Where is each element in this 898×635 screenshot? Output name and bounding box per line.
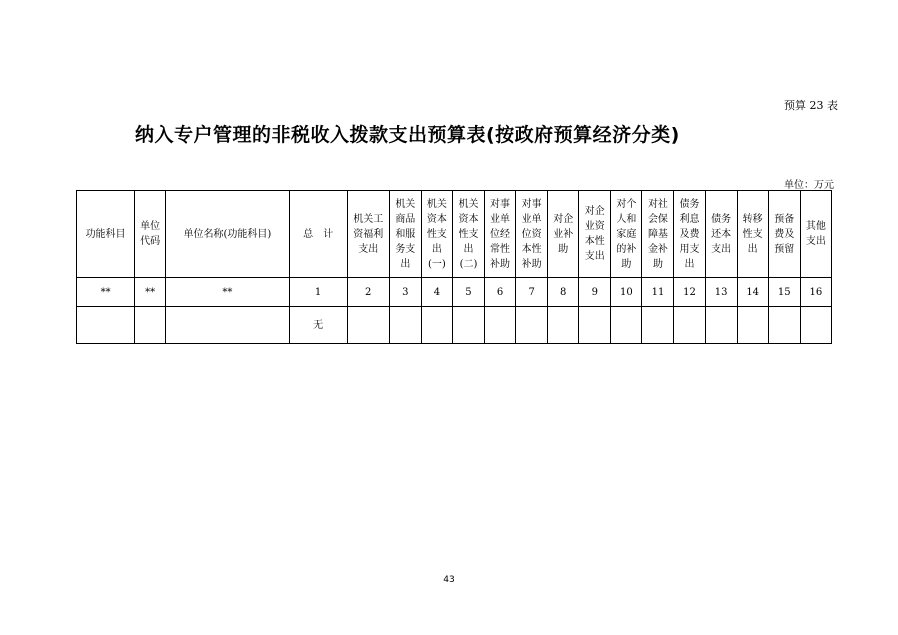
column-header (166, 191, 289, 278)
column-header-line: 用支 (679, 243, 700, 255)
data-cell (135, 307, 166, 344)
column-header-line: 对事 (490, 198, 511, 210)
column-header (289, 191, 347, 278)
column-header-line: 性支 (458, 228, 479, 240)
column-header-line: 功能科目 (85, 228, 126, 240)
data-cell (611, 307, 642, 344)
unit-label: 单位：万元 (784, 180, 834, 191)
column-header-line: 常性 (490, 243, 511, 255)
data-cell (705, 307, 737, 344)
column-header-line: 还本 (711, 228, 732, 240)
column-header-line: 出 (684, 258, 695, 270)
table-code: 预算 23 表 (784, 99, 838, 112)
column-header-line: 对事 (521, 198, 542, 210)
index-cell: 4 (421, 278, 452, 307)
index-cell: 14 (737, 278, 768, 307)
column-header (768, 191, 800, 278)
column-header-line: 预留 (774, 243, 795, 255)
column-header-line: 助 (652, 258, 663, 270)
index-cell: 11 (642, 278, 674, 307)
data-cell (485, 307, 516, 344)
column-header (611, 191, 642, 278)
index-cell: 1 (289, 278, 347, 307)
index-cell: 3 (389, 278, 421, 307)
index-cell: 5 (452, 278, 484, 307)
index-cell: ** (135, 278, 166, 307)
column-header (642, 191, 674, 278)
column-header (135, 191, 166, 278)
index-cell: 16 (800, 278, 831, 307)
column-header (579, 191, 611, 278)
data-cell (768, 307, 800, 344)
column-header-line: 补助 (490, 258, 511, 270)
index-cell: 12 (674, 278, 705, 307)
column-header-line: 人和 (616, 213, 637, 225)
data-cell (579, 307, 611, 344)
column-header-line: 性支 (742, 228, 763, 240)
column-header-line: 障基 (647, 228, 668, 240)
column-header (485, 191, 516, 278)
column-header-line: 支出 (584, 251, 605, 262)
table-header-row (77, 191, 832, 278)
index-cell: 2 (347, 278, 389, 307)
column-header-line: 资福利 (353, 228, 384, 240)
data-cell (674, 307, 705, 344)
column-header-line: 业补 (553, 228, 574, 240)
column-header-line: 本性 (584, 236, 605, 247)
data-cell: 无 (289, 307, 347, 344)
data-cell (166, 307, 289, 344)
column-header-line: 出 (747, 243, 758, 255)
index-cell: ** (166, 278, 289, 307)
column-header-line: 总 计 (303, 228, 334, 240)
data-cell (77, 307, 135, 344)
column-header-line: 出 (431, 243, 442, 255)
data-cell (737, 307, 768, 344)
data-cell (800, 307, 831, 344)
column-header-line: 出 (463, 243, 474, 255)
column-header-line: 机关工 (353, 213, 384, 225)
column-header-line: 转移 (742, 213, 763, 225)
table-row (77, 307, 832, 344)
column-header-line: 资本 (426, 213, 447, 225)
column-header-line: 费及 (774, 228, 795, 240)
column-header-line: 和服 (395, 228, 416, 240)
column-header-line: 代码 (140, 236, 161, 247)
column-header (389, 191, 421, 278)
column-header-line: 债务 (711, 213, 732, 225)
column-header (705, 191, 737, 278)
data-cell (642, 307, 674, 344)
column-header-line: 支出 (358, 243, 379, 255)
index-cell: 7 (516, 278, 548, 307)
column-header (737, 191, 768, 278)
column-header-line: 及费 (679, 228, 700, 240)
index-cell: ** (77, 278, 135, 307)
data-cell (347, 307, 389, 344)
column-header-line: 支出 (805, 236, 826, 247)
column-header-line: 家庭 (616, 228, 637, 240)
column-header-line: 补助 (521, 258, 542, 270)
page-number: 43 (443, 575, 455, 585)
data-cell (452, 307, 484, 344)
column-header (800, 191, 831, 278)
index-cell: 6 (485, 278, 516, 307)
column-header-line: (一) (427, 258, 446, 270)
column-header (347, 191, 389, 278)
column-header-line: 助 (621, 258, 632, 270)
column-header-line: 助 (558, 243, 569, 255)
column-header-line: 资本 (458, 213, 479, 225)
column-header (516, 191, 548, 278)
column-header (548, 191, 579, 278)
column-header-line: 对社 (647, 198, 668, 210)
column-header-line: 金补 (647, 243, 668, 255)
column-header-line: 对企 (553, 213, 574, 225)
column-header-line: 单位名称(功能科目) (183, 228, 272, 240)
index-cell: 9 (579, 278, 611, 307)
data-cell (548, 307, 579, 344)
column-header-line: 机关 (426, 198, 447, 210)
column-header-line: 债务 (679, 198, 700, 210)
column-header (674, 191, 705, 278)
index-cell: 15 (768, 278, 800, 307)
column-header-line: 对企 (584, 206, 605, 217)
column-header-line: 机关 (395, 198, 416, 210)
column-header-line: 机关 (458, 198, 479, 210)
index-cell: 10 (611, 278, 642, 307)
column-header-line: 业资 (584, 221, 605, 232)
column-header (452, 191, 484, 278)
column-header-line: 对个 (616, 198, 637, 210)
column-header-line: 本性 (521, 243, 542, 255)
column-header-line: 单位 (140, 221, 161, 232)
column-header-line: 务支 (395, 243, 416, 255)
index-cell: 8 (548, 278, 579, 307)
column-header-line: 预备 (774, 213, 795, 225)
data-cell (389, 307, 421, 344)
table-index-row (77, 278, 832, 307)
budget-table (76, 190, 832, 344)
column-header-line: 利息 (679, 213, 700, 225)
column-header-line: (二) (459, 258, 478, 270)
index-cell: 13 (705, 278, 737, 307)
column-header-line: 业单 (521, 213, 542, 225)
column-header-line: 性支 (426, 228, 447, 240)
column-header-line: 商品 (395, 213, 416, 225)
data-cell (421, 307, 452, 344)
column-header-line: 位经 (490, 228, 511, 240)
data-cell (516, 307, 548, 344)
page-title: 纳入专户管理的非税收入拨款支出预算表(按政府预算经济分类) (135, 124, 680, 146)
column-header-line: 出 (400, 258, 411, 270)
column-header-line: 位资 (521, 228, 542, 240)
column-header-line: 的补 (616, 243, 637, 255)
column-header (77, 191, 135, 278)
column-header-line: 其他 (805, 221, 826, 232)
column-header-line: 业单 (490, 213, 511, 225)
column-header-line: 支出 (711, 243, 732, 255)
column-header-line: 会保 (647, 213, 668, 225)
column-header (421, 191, 452, 278)
